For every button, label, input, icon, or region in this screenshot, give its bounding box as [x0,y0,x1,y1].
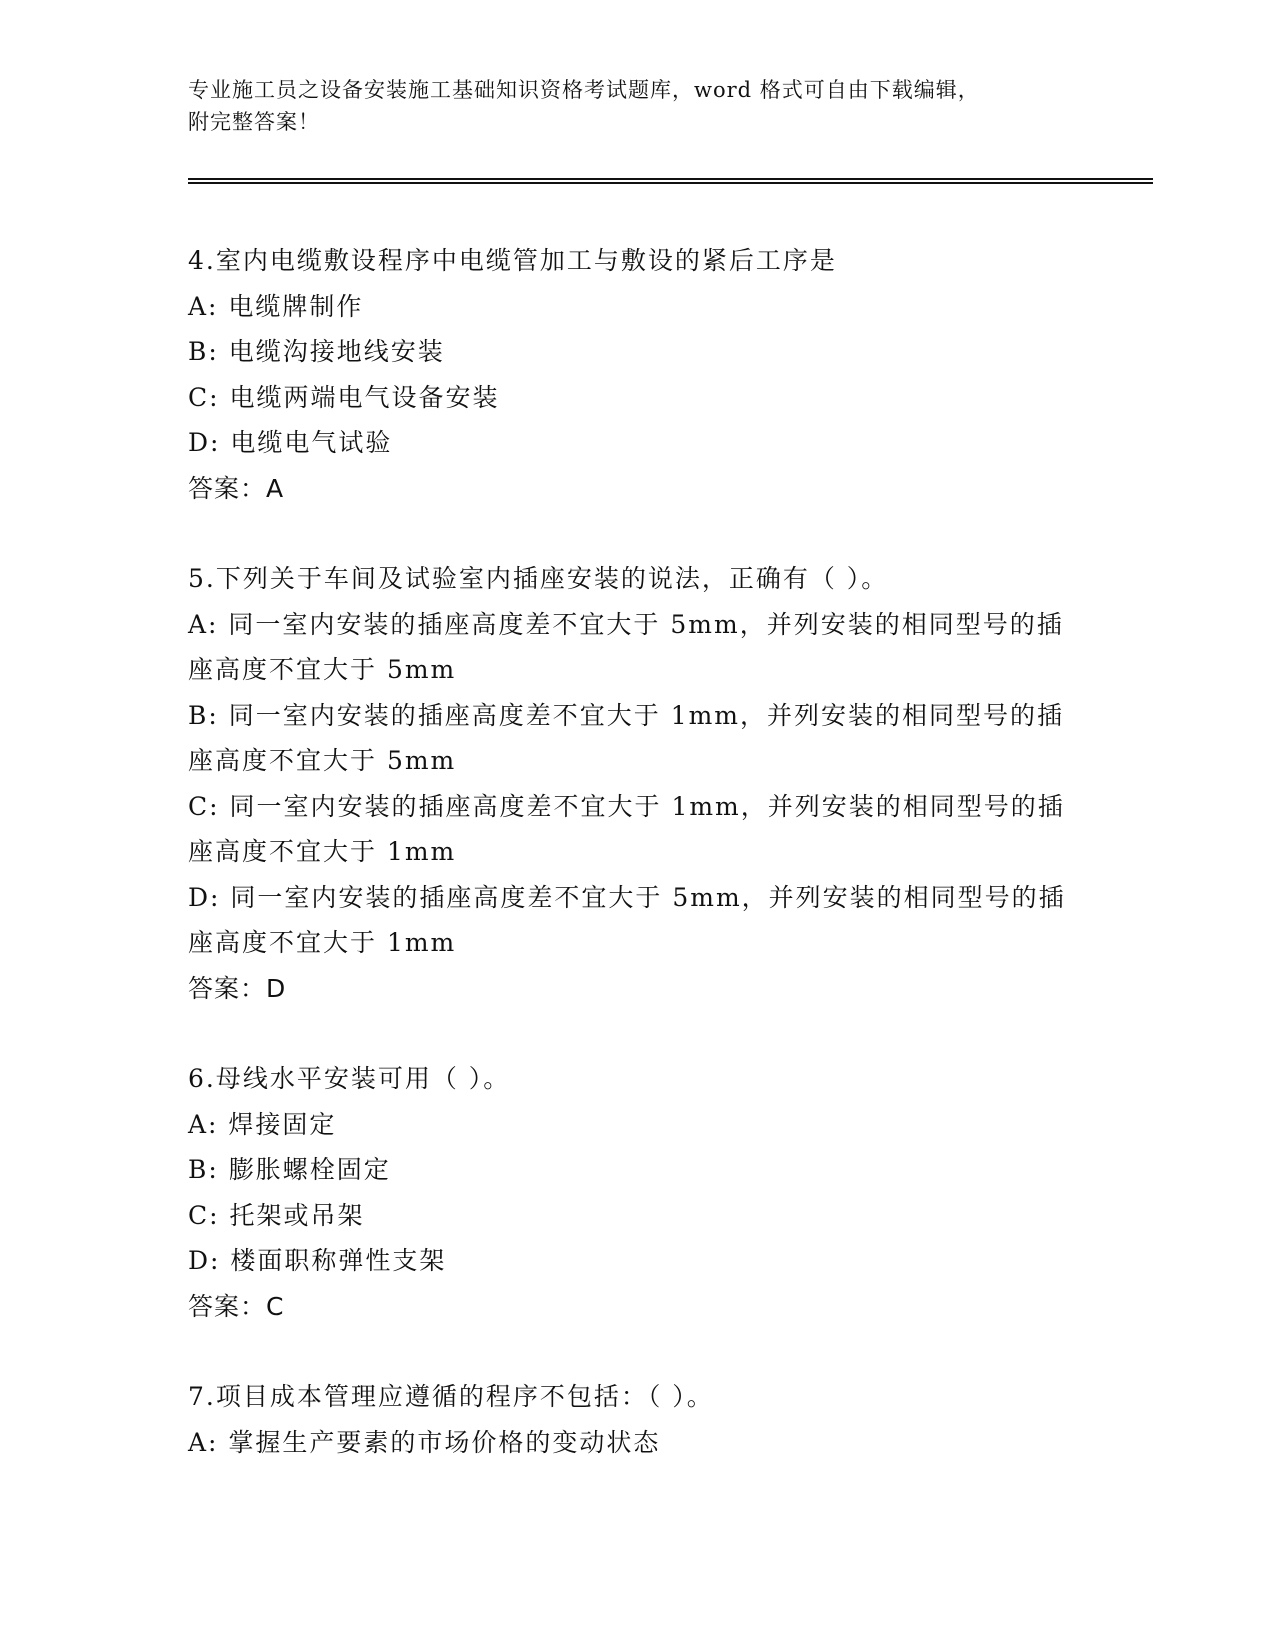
question-stem: 7.项目成本管理应遵循的程序不包括：（ ）。 [188,1382,714,1411]
option-d: D: 楼面职称弹性支架 [188,1246,447,1275]
answer: 答案：C [188,1291,285,1321]
question-7 [188,1374,1068,1465]
question-6 [188,1056,1068,1329]
option-d: D: 同一室内安装的插座高度差不宜大于 5mm，并列安装的相同型号的插座高度不宜大于 1mm [188,882,1066,957]
option-a: A: 同一室内安装的插座高度差不宜大于 5mm，并列安装的相同型号的插座高度不宜大于 5mm [188,609,1064,684]
option-a: A: 焊接固定 [188,1109,337,1139]
document-header [188,74,1068,138]
header-divider-bottom [188,182,1153,184]
option-a: A: 掌握生产要素的市场价格的变动状态 [188,1427,661,1457]
answer: 答案：D [188,973,287,1003]
question-list [188,238,1068,1510]
option-c: C: 电缆两端电气设备安装 [188,382,500,412]
option-c: C: 同一室内安装的插座高度差不宜大于 1mm，并列安装的相同型号的插座高度不宜大于 1mm [188,791,1065,866]
option-b: B: 膨胀螺栓固定 [188,1155,391,1184]
header-line-2: 附完整答案！ [188,110,320,134]
answer: 答案：A [188,473,285,503]
question-stem: 4.室内电缆敷设程序中电缆管加工与敷设的紧后工序是 [188,246,837,275]
question-4 [188,238,1068,511]
option-a: A: 电缆牌制作 [188,291,364,321]
question-stem: 5.下列关于车间及试验室内插座安装的说法，正确有（ ）。 [188,564,889,593]
option-b: B: 电缆沟接地线安装 [188,337,445,366]
option-c: C: 托架或吊架 [188,1200,365,1230]
header-line-1: 专业施工员之设备安装施工基础知识资格考试题库，word 格式可自由下载编辑， [188,78,980,102]
option-b: B: 同一室内安装的插座高度差不宜大于 1mm，并列安装的相同型号的插座高度不宜大于 5mm [188,700,1065,775]
question-5 [188,556,1068,1011]
question-stem: 6.母线水平安装可用（ ）。 [188,1064,511,1093]
option-d: D: 电缆电气试验 [188,428,393,457]
header-divider-top [188,178,1153,180]
